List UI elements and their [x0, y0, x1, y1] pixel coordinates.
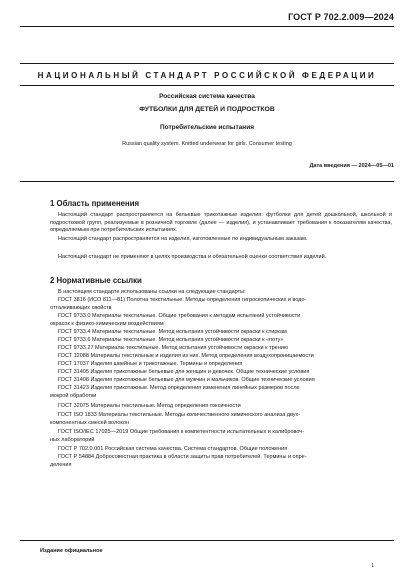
reference-line: окрасок к физико-химическим воздействиям [50, 321, 164, 327]
reference-line: ГОСТ Р 54884 Добросовестная практика в области защиты прав потребителей. Термины и опре- [58, 454, 307, 460]
document-title: ФУТБОЛКИ ДЛЯ ДЕТЕЙ И ПОДРОСТКОВ [139, 106, 275, 113]
reference-line: отталкивающих свойств [50, 305, 112, 311]
section-1-paragraph-3: Настоящий стандарт не применяют в целях производства и обязательной оценки соответствия изделий. [58, 254, 327, 260]
english-title: Russian quality system. Knitted underwear for girls. Consumer testing [122, 141, 292, 147]
reference-line: ГОСТ 9733.4 Материалы текстильные. Метод испытания устойчивости окраски к стиркам [58, 329, 287, 335]
section-1-paragraph-2: Настоящий стандарт распространяется на изделия, изготовленные по индивидуальным заказам. [58, 236, 308, 242]
introduction-date: Дата введения — 2024—05—01 [309, 163, 394, 169]
title-bottom-rule [20, 85, 394, 86]
title-top-rule [20, 63, 394, 64]
reference-line: ГОСТ 32075 Материалы текстильные. Метод определения токсичности [58, 403, 241, 409]
reference-line: ГОСТ ISO/IEC 17025—2019 Общие требования к компетентности испытательных и калибровоч- [58, 429, 305, 435]
section-2-intro: В настоящем стандарте использованы ссылки на следующие стандарты: [58, 289, 246, 295]
reference-line: ГОСТ 31423 Изделия трикотажные. Метод определения изменения линейных размеров после [58, 385, 300, 391]
official-edition-label: Издание официальное [40, 548, 103, 554]
national-standard-heading: НАЦИОНАЛЬНЫЙ СТАНДАРТ РОССИЙСКОЙ ФЕДЕРАЦИИ [37, 71, 377, 80]
section-2-heading: 2 Нормативные ссылки [50, 276, 142, 285]
reference-line: ГОСТ ISO 1833 Материалы текстильные. Методы количественного химического анализа двух- [58, 412, 301, 418]
section-1-heading: 1 Область применения [50, 199, 140, 208]
reference-line: ГОСТ 12088 Материалы текстильные и изделия из них. Метод определения воздухопроницаемости [58, 353, 314, 359]
reference-line: компонентных смесей волокон [50, 420, 129, 426]
reference-line: мокрой обработки [50, 393, 97, 399]
page-number: 1 [371, 563, 374, 569]
reference-line: ГОСТ Р 702.0.001 Российская система качества. Система стандартов. Общие положения [58, 446, 288, 452]
series-title: Российская система качества [159, 93, 255, 100]
footer-rule [20, 540, 394, 541]
intro-rule [20, 181, 394, 182]
reference-line: ГОСТ 9733.0 Материалы текстильные. Общие требования к методам испытаний устойчивости [58, 313, 301, 319]
reference-line: ГОСТ 9733.27 Материалы текстильные. Метод испытания устойчивости окраски к трению [58, 345, 288, 351]
reference-line: ГОСТ 9733.6 Материалы текстильные. Метод испытания устойчивости окраски к «поту» [58, 337, 284, 343]
reference-line: ГОСТ 31405 Изделия трикотажные бельевые для женщин и девочек. Общие технические условия [58, 369, 310, 375]
reference-line: ГОСТ 17037 Изделия швейные и трикотажные. Термины и определения [58, 361, 243, 367]
reference-line: ГОСТ 31408 Изделия трикотажные бельевые для мужчин и мальчиков. Общие технические условия [58, 377, 315, 383]
reference-line: деления [50, 462, 72, 468]
document-subtitle: Потребительские испытания [160, 124, 254, 131]
reference-line: ных лабораторий [50, 437, 95, 443]
reference-line: ГОСТ 3816 (ИСО 811—81) Полотна текстильные. Методы определения гигроскопических и водо- [58, 297, 307, 303]
header-rule [20, 26, 394, 27]
document-code: ГОСТ Р 702.2.009—2024 [288, 12, 394, 22]
section-1-paragraph-1: Настоящий стандарт распространяется на бельевые трикотажные изделия: футболки для детей дошкольной, школьной и подростковой групп, реализуемые в розничной торговле (далее — изделия), и устанавливает требования к показателям качества, определяемым при потребительских испытаниях. [50, 212, 392, 234]
